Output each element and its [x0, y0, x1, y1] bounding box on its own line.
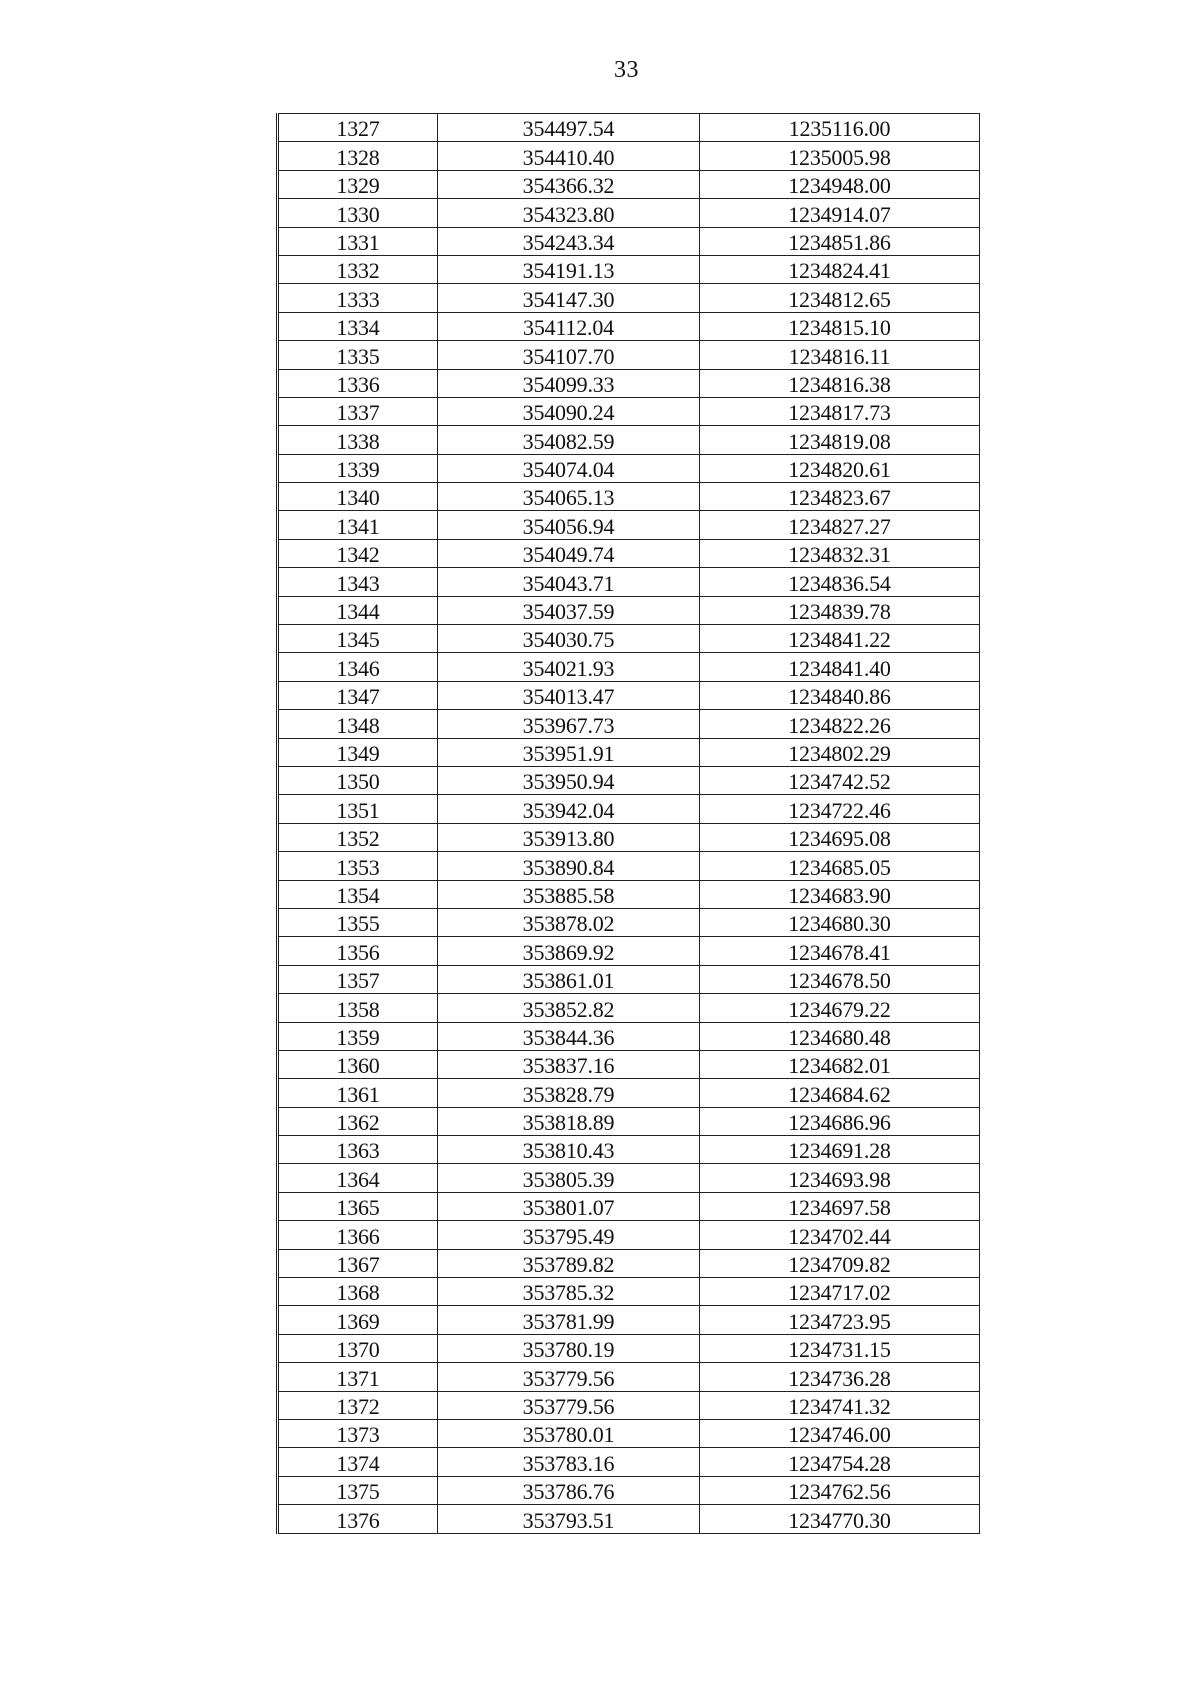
x-coordinate-cell: 353951.91 — [438, 738, 700, 766]
page-number: 33 — [614, 57, 639, 83]
table-row — [278, 255, 980, 283]
y-coordinate-cell: 1234851.86 — [700, 227, 980, 255]
table-row — [278, 1448, 980, 1476]
point-number-cell: 1373 — [278, 1419, 438, 1447]
point-number-cell: 1331 — [278, 227, 438, 255]
point-number-cell: 1355 — [278, 908, 438, 936]
y-coordinate-cell: 1234722.46 — [700, 795, 980, 823]
table-row — [278, 596, 980, 624]
y-coordinate-cell: 1234693.98 — [700, 1164, 980, 1192]
x-coordinate-cell: 354074.04 — [438, 454, 700, 482]
table-row — [278, 1363, 980, 1391]
point-number-cell: 1342 — [278, 539, 438, 567]
x-coordinate-cell: 353805.39 — [438, 1164, 700, 1192]
y-coordinate-cell: 1234820.61 — [700, 454, 980, 482]
table-row — [278, 227, 980, 255]
table-row — [278, 1249, 980, 1277]
x-coordinate-cell: 354037.59 — [438, 596, 700, 624]
y-coordinate-cell: 1234680.30 — [700, 908, 980, 936]
y-coordinate-cell: 1234802.29 — [700, 738, 980, 766]
table-row — [278, 1278, 980, 1306]
y-coordinate-cell: 1234816.38 — [700, 369, 980, 397]
table-row — [278, 823, 980, 851]
y-coordinate-cell: 1234914.07 — [700, 199, 980, 227]
x-coordinate-cell: 353890.84 — [438, 852, 700, 880]
y-coordinate-cell: 1235116.00 — [700, 114, 980, 142]
point-number-cell: 1364 — [278, 1164, 438, 1192]
table-row — [278, 170, 980, 198]
table-row — [278, 369, 980, 397]
x-coordinate-cell: 354065.13 — [438, 483, 700, 511]
point-number-cell: 1374 — [278, 1448, 438, 1476]
y-coordinate-cell: 1234762.56 — [700, 1476, 980, 1504]
x-coordinate-cell: 353844.36 — [438, 1022, 700, 1050]
y-coordinate-cell: 1234678.50 — [700, 965, 980, 993]
point-number-cell: 1347 — [278, 681, 438, 709]
point-number-cell: 1346 — [278, 653, 438, 681]
x-coordinate-cell: 353779.56 — [438, 1363, 700, 1391]
table-row — [278, 426, 980, 454]
y-coordinate-cell: 1234695.08 — [700, 823, 980, 851]
table-row — [278, 795, 980, 823]
x-coordinate-cell: 353793.51 — [438, 1505, 700, 1533]
table-row — [278, 539, 980, 567]
point-number-cell: 1369 — [278, 1306, 438, 1334]
point-number-cell: 1360 — [278, 1050, 438, 1078]
x-coordinate-cell: 353785.32 — [438, 1278, 700, 1306]
x-coordinate-cell: 354090.24 — [438, 397, 700, 425]
table-row — [278, 880, 980, 908]
x-coordinate-cell: 354366.32 — [438, 170, 700, 198]
y-coordinate-cell: 1234702.44 — [700, 1221, 980, 1249]
table-row — [278, 341, 980, 369]
y-coordinate-cell: 1234816.11 — [700, 341, 980, 369]
point-number-cell: 1354 — [278, 880, 438, 908]
point-number-cell: 1368 — [278, 1278, 438, 1306]
table-row — [278, 1334, 980, 1362]
point-number-cell: 1335 — [278, 341, 438, 369]
point-number-cell: 1367 — [278, 1249, 438, 1277]
table-row — [278, 653, 980, 681]
point-number-cell: 1358 — [278, 994, 438, 1022]
x-coordinate-cell: 353967.73 — [438, 710, 700, 738]
y-coordinate-cell: 1234717.02 — [700, 1278, 980, 1306]
y-coordinate-cell: 1234741.32 — [700, 1391, 980, 1419]
table-row — [278, 1419, 980, 1447]
table-row — [278, 1107, 980, 1135]
y-coordinate-cell: 1234819.08 — [700, 426, 980, 454]
table-row — [278, 1022, 980, 1050]
y-coordinate-cell: 1235005.98 — [700, 142, 980, 170]
table-row — [278, 1050, 980, 1078]
point-number-cell: 1365 — [278, 1192, 438, 1220]
table-row — [278, 908, 980, 936]
point-number-cell: 1357 — [278, 965, 438, 993]
table-row — [278, 397, 980, 425]
y-coordinate-cell: 1234836.54 — [700, 568, 980, 596]
x-coordinate-cell: 354323.80 — [438, 199, 700, 227]
point-number-cell: 1338 — [278, 426, 438, 454]
x-coordinate-cell: 353828.79 — [438, 1079, 700, 1107]
table-row — [278, 1505, 980, 1533]
x-coordinate-cell: 354147.30 — [438, 284, 700, 312]
x-coordinate-cell: 353869.92 — [438, 937, 700, 965]
x-coordinate-cell: 353861.01 — [438, 965, 700, 993]
y-coordinate-cell: 1234691.28 — [700, 1136, 980, 1164]
x-coordinate-cell: 353781.99 — [438, 1306, 700, 1334]
y-coordinate-cell: 1234684.62 — [700, 1079, 980, 1107]
x-coordinate-cell: 354043.71 — [438, 568, 700, 596]
x-coordinate-cell: 354107.70 — [438, 341, 700, 369]
point-number-cell: 1349 — [278, 738, 438, 766]
x-coordinate-cell: 354497.54 — [438, 114, 700, 142]
y-coordinate-cell: 1234686.96 — [700, 1107, 980, 1135]
coordinates-table-body — [278, 114, 980, 1534]
x-coordinate-cell: 353786.76 — [438, 1476, 700, 1504]
point-number-cell: 1344 — [278, 596, 438, 624]
point-number-cell: 1329 — [278, 170, 438, 198]
table-row — [278, 1476, 980, 1504]
y-coordinate-cell: 1234832.31 — [700, 539, 980, 567]
table-row — [278, 965, 980, 993]
x-coordinate-cell: 353818.89 — [438, 1107, 700, 1135]
y-coordinate-cell: 1234683.90 — [700, 880, 980, 908]
y-coordinate-cell: 1234697.58 — [700, 1192, 980, 1220]
point-number-cell: 1327 — [278, 114, 438, 142]
x-coordinate-cell: 354056.94 — [438, 511, 700, 539]
table-row — [278, 852, 980, 880]
table-row — [278, 1192, 980, 1220]
point-number-cell: 1332 — [278, 255, 438, 283]
x-coordinate-cell: 353783.16 — [438, 1448, 700, 1476]
point-number-cell: 1348 — [278, 710, 438, 738]
y-coordinate-cell: 1234824.41 — [700, 255, 980, 283]
point-number-cell: 1361 — [278, 1079, 438, 1107]
y-coordinate-cell: 1234822.26 — [700, 710, 980, 738]
y-coordinate-cell: 1234770.30 — [700, 1505, 980, 1533]
y-coordinate-cell: 1234815.10 — [700, 312, 980, 340]
y-coordinate-cell: 1234812.65 — [700, 284, 980, 312]
table-row — [278, 312, 980, 340]
point-number-cell: 1333 — [278, 284, 438, 312]
point-number-cell: 1341 — [278, 511, 438, 539]
y-coordinate-cell: 1234817.73 — [700, 397, 980, 425]
point-number-cell: 1351 — [278, 795, 438, 823]
point-number-cell: 1350 — [278, 766, 438, 794]
point-number-cell: 1372 — [278, 1391, 438, 1419]
x-coordinate-cell: 353795.49 — [438, 1221, 700, 1249]
y-coordinate-cell: 1234731.15 — [700, 1334, 980, 1362]
point-number-cell: 1371 — [278, 1363, 438, 1391]
x-coordinate-cell: 353779.56 — [438, 1391, 700, 1419]
x-coordinate-cell: 353878.02 — [438, 908, 700, 936]
x-coordinate-cell: 353801.07 — [438, 1192, 700, 1220]
x-coordinate-cell: 354082.59 — [438, 426, 700, 454]
table-row — [278, 1164, 980, 1192]
point-number-cell: 1345 — [278, 625, 438, 653]
y-coordinate-cell: 1234678.41 — [700, 937, 980, 965]
x-coordinate-cell: 354021.93 — [438, 653, 700, 681]
point-number-cell: 1328 — [278, 142, 438, 170]
table-row — [278, 568, 980, 596]
point-number-cell: 1375 — [278, 1476, 438, 1504]
y-coordinate-cell: 1234680.48 — [700, 1022, 980, 1050]
x-coordinate-cell: 353837.16 — [438, 1050, 700, 1078]
y-coordinate-cell: 1234723.95 — [700, 1306, 980, 1334]
x-coordinate-cell: 353942.04 — [438, 795, 700, 823]
table-row — [278, 710, 980, 738]
table-row — [278, 625, 980, 653]
y-coordinate-cell: 1234736.28 — [700, 1363, 980, 1391]
table-row — [278, 1391, 980, 1419]
point-number-cell: 1363 — [278, 1136, 438, 1164]
y-coordinate-cell: 1234839.78 — [700, 596, 980, 624]
table-row — [278, 1079, 980, 1107]
point-number-cell: 1343 — [278, 568, 438, 596]
point-number-cell: 1340 — [278, 483, 438, 511]
point-number-cell: 1370 — [278, 1334, 438, 1362]
x-coordinate-cell: 354030.75 — [438, 625, 700, 653]
x-coordinate-cell: 353810.43 — [438, 1136, 700, 1164]
y-coordinate-cell: 1234841.22 — [700, 625, 980, 653]
point-number-cell: 1334 — [278, 312, 438, 340]
y-coordinate-cell: 1234742.52 — [700, 766, 980, 794]
x-coordinate-cell: 353780.19 — [438, 1334, 700, 1362]
y-coordinate-cell: 1234685.05 — [700, 852, 980, 880]
y-coordinate-cell: 1234948.00 — [700, 170, 980, 198]
table-row — [278, 766, 980, 794]
point-number-cell: 1352 — [278, 823, 438, 851]
y-coordinate-cell: 1234823.67 — [700, 483, 980, 511]
x-coordinate-cell: 354112.04 — [438, 312, 700, 340]
table-row — [278, 1136, 980, 1164]
y-coordinate-cell: 1234827.27 — [700, 511, 980, 539]
point-number-cell: 1353 — [278, 852, 438, 880]
coordinates-table — [276, 113, 980, 1534]
y-coordinate-cell: 1234679.22 — [700, 994, 980, 1022]
point-number-cell: 1366 — [278, 1221, 438, 1249]
y-coordinate-cell: 1234754.28 — [700, 1448, 980, 1476]
table-row — [278, 483, 980, 511]
x-coordinate-cell: 353913.80 — [438, 823, 700, 851]
x-coordinate-cell: 353950.94 — [438, 766, 700, 794]
table-row — [278, 1221, 980, 1249]
x-coordinate-cell: 353885.58 — [438, 880, 700, 908]
point-number-cell: 1330 — [278, 199, 438, 227]
x-coordinate-cell: 353852.82 — [438, 994, 700, 1022]
table-row — [278, 681, 980, 709]
x-coordinate-cell: 353789.82 — [438, 1249, 700, 1277]
x-coordinate-cell: 354049.74 — [438, 539, 700, 567]
x-coordinate-cell: 354099.33 — [438, 369, 700, 397]
table-row — [278, 142, 980, 170]
table-row — [278, 199, 980, 227]
y-coordinate-cell: 1234840.86 — [700, 681, 980, 709]
table-row — [278, 937, 980, 965]
point-number-cell: 1356 — [278, 937, 438, 965]
table-row — [278, 511, 980, 539]
y-coordinate-cell: 1234746.00 — [700, 1419, 980, 1447]
table-row — [278, 114, 980, 142]
table-row — [278, 1306, 980, 1334]
x-coordinate-cell: 354243.34 — [438, 227, 700, 255]
y-coordinate-cell: 1234709.82 — [700, 1249, 980, 1277]
point-number-cell: 1336 — [278, 369, 438, 397]
table-row — [278, 284, 980, 312]
table-row — [278, 994, 980, 1022]
point-number-cell: 1337 — [278, 397, 438, 425]
x-coordinate-cell: 353780.01 — [438, 1419, 700, 1447]
x-coordinate-cell: 354191.13 — [438, 255, 700, 283]
coordinates-table-container — [276, 113, 978, 1534]
x-coordinate-cell: 354013.47 — [438, 681, 700, 709]
point-number-cell: 1362 — [278, 1107, 438, 1135]
point-number-cell: 1339 — [278, 454, 438, 482]
x-coordinate-cell: 354410.40 — [438, 142, 700, 170]
point-number-cell: 1376 — [278, 1505, 438, 1533]
table-row — [278, 454, 980, 482]
y-coordinate-cell: 1234682.01 — [700, 1050, 980, 1078]
table-row — [278, 738, 980, 766]
point-number-cell: 1359 — [278, 1022, 438, 1050]
y-coordinate-cell: 1234841.40 — [700, 653, 980, 681]
